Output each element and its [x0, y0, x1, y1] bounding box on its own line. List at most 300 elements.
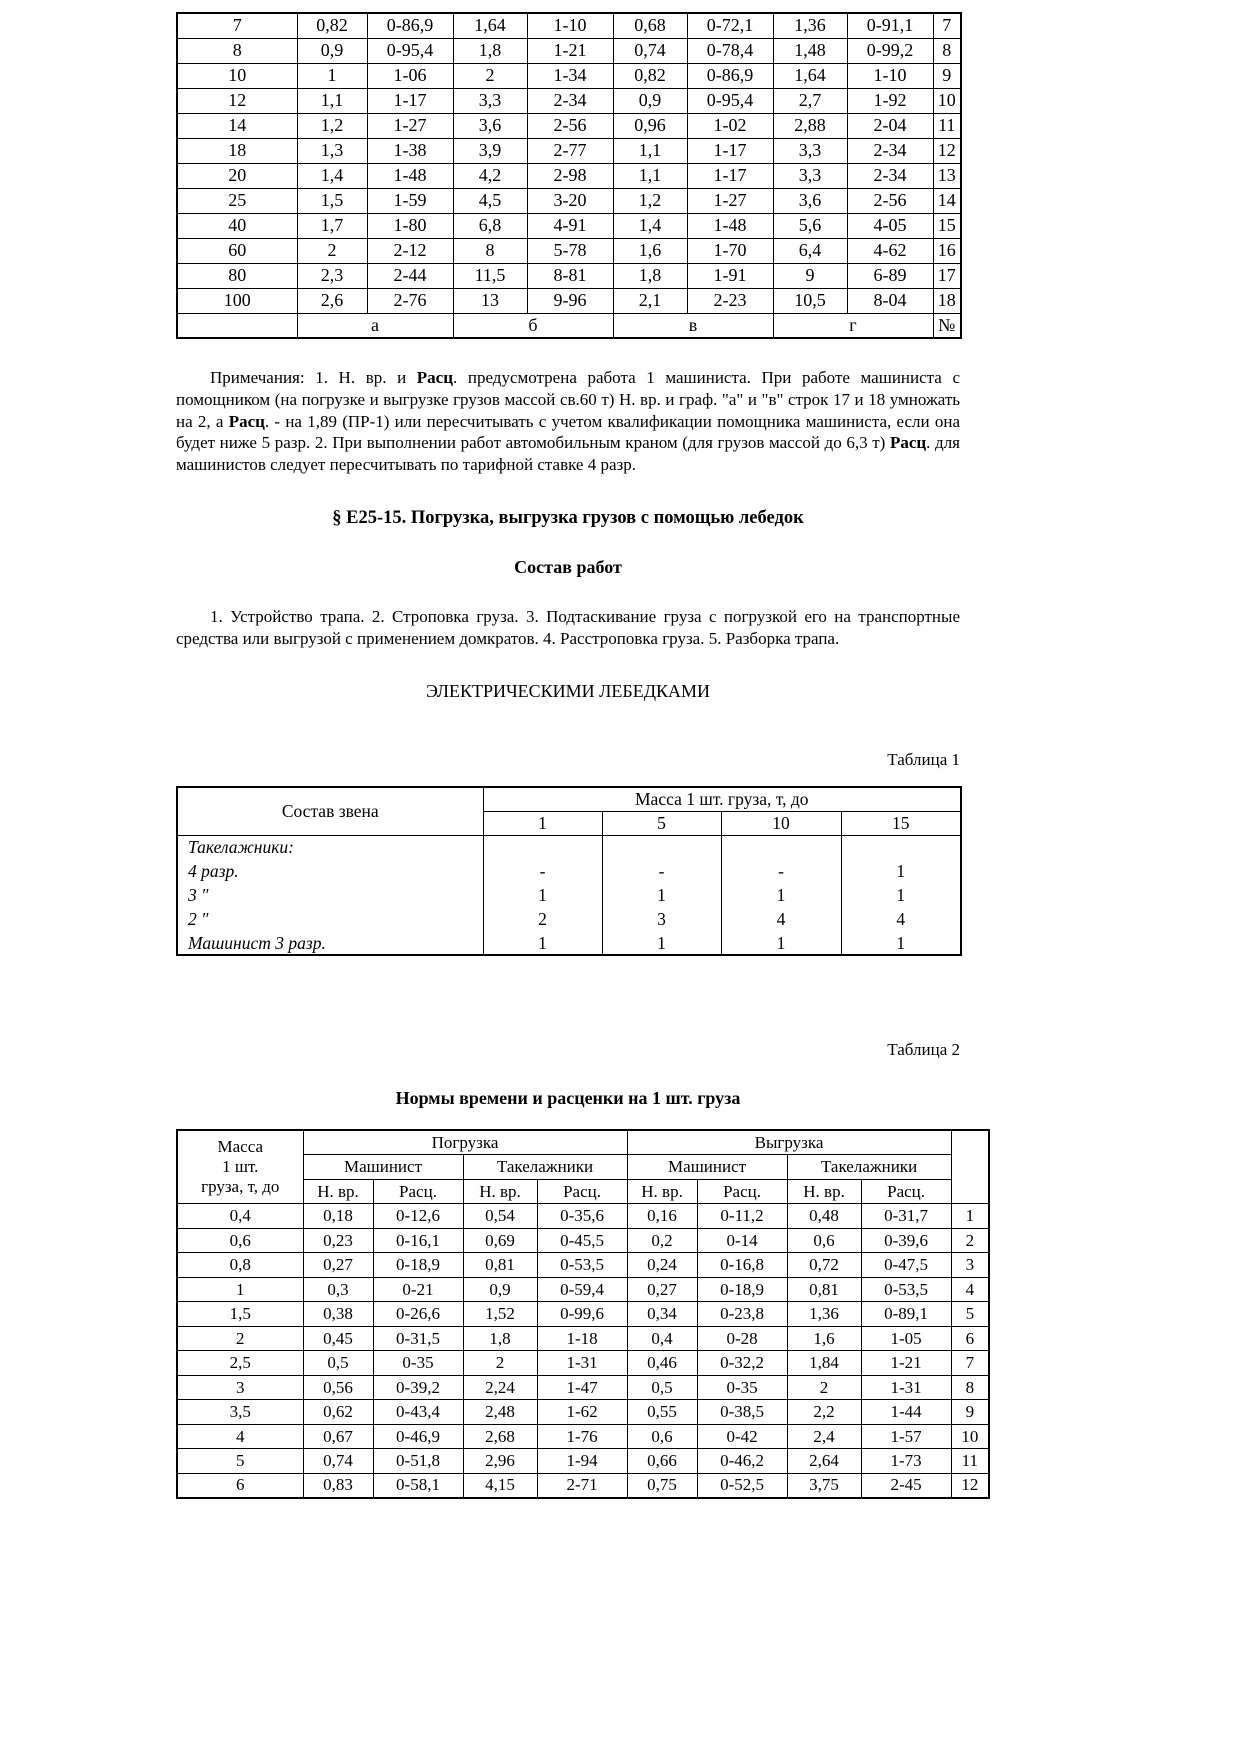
crew-count-cell: 1 — [841, 859, 961, 883]
table-cell: 8-04 — [847, 288, 933, 313]
table-cell: 0,55 — [627, 1400, 697, 1425]
table-cell: 3,3 — [773, 138, 847, 163]
table-cell: 1 — [951, 1204, 989, 1229]
crew-count-cell — [483, 835, 602, 859]
crew-count-cell: 1 — [841, 931, 961, 955]
gap-after-table1-b — [176, 1016, 960, 1040]
table-cell: 2-56 — [527, 113, 613, 138]
table-cell: 0-18,9 — [697, 1277, 787, 1302]
table-cell: 0-28 — [697, 1326, 787, 1351]
table-cell: 1-47 — [537, 1375, 627, 1400]
table-cell: 1-92 — [847, 88, 933, 113]
pt-rasc-header: Расц. — [537, 1179, 627, 1204]
table-cell: 18 — [177, 138, 297, 163]
table-cell: 0-16,1 — [373, 1228, 463, 1253]
table-cell: 1-05 — [861, 1326, 951, 1351]
table-cell: 0,45 — [303, 1326, 373, 1351]
norms-table-body — [177, 1204, 989, 1498]
vygruzka-header: Выгрузка — [627, 1130, 951, 1155]
notes-text-run: . предусмотрена работа 1 машиниста. При работе машиниста с помощником (на погрузке и выгрузке грузов массой св.60 т) Н. вр. и граф. "а" и "в" строк 17 и 18 умножать на 2, а — [176, 368, 960, 431]
table-cell: 1-27 — [687, 188, 773, 213]
table-row — [177, 288, 961, 313]
table-cell: 5 — [177, 1449, 303, 1474]
table-cell: 0-12,6 — [373, 1204, 463, 1229]
table-cell: 1-31 — [861, 1375, 951, 1400]
table-cell: 1,2 — [613, 188, 687, 213]
table-cell: 1,5 — [297, 188, 367, 213]
footer-col-b: б — [453, 313, 613, 338]
notes-text-run: . для машинистов следует пересчитывать по тарифной ставке 4 разр. — [176, 433, 961, 474]
table-cell: 2-76 — [367, 288, 453, 313]
table-cell: 0-51,8 — [373, 1449, 463, 1474]
table-cell: 12 — [177, 88, 297, 113]
table-row — [177, 1204, 989, 1229]
table-cell: 0-91,1 — [847, 13, 933, 38]
crew-count-cell: 4 — [841, 907, 961, 931]
table-cell: 1,36 — [773, 13, 847, 38]
table-row — [177, 138, 961, 163]
table-cell: 10 — [933, 88, 961, 113]
mass-value-header: 10 — [721, 811, 841, 835]
gap-after-rates — [176, 339, 960, 367]
table-cell: 2,24 — [463, 1375, 537, 1400]
table-cell: 6 — [177, 1473, 303, 1498]
table-cell: 0,68 — [613, 13, 687, 38]
table-cell: 2-12 — [367, 238, 453, 263]
table-cell: 1-10 — [527, 13, 613, 38]
table-cell: 0-86,9 — [367, 13, 453, 38]
footer-col-a: а — [297, 313, 453, 338]
table-cell: 12 — [933, 138, 961, 163]
table-cell: 0,24 — [627, 1253, 697, 1278]
mass-line-3: груза, т, до — [201, 1177, 280, 1197]
table-cell: 3-20 — [527, 188, 613, 213]
table-row — [177, 1326, 989, 1351]
table-cell: 0-58,1 — [373, 1473, 463, 1498]
pogruzka-takelazhniki-header: Такелажники — [463, 1155, 627, 1180]
table-cell: 3,3 — [453, 88, 527, 113]
table-footer-row — [177, 313, 961, 338]
table-cell: 1 — [177, 1277, 303, 1302]
crew-role-label: 4 разр. — [177, 859, 483, 883]
table-cell: 0-45,5 — [537, 1228, 627, 1253]
table-cell: 0-99,2 — [847, 38, 933, 63]
table-cell: 2,96 — [463, 1449, 537, 1474]
table-cell: 9-96 — [527, 288, 613, 313]
table-cell: 13 — [933, 163, 961, 188]
table-row — [177, 1449, 989, 1474]
table-cell: 16 — [933, 238, 961, 263]
table-cell: 1-31 — [537, 1351, 627, 1376]
table-cell: 2,68 — [463, 1424, 537, 1449]
rates-table-body — [177, 13, 961, 313]
crew-count-cell: 2 — [483, 907, 602, 931]
table-cell: 8 — [177, 38, 297, 63]
table-cell: 2-56 — [847, 188, 933, 213]
table-cell: 20 — [177, 163, 297, 188]
table-cell: 1,6 — [613, 238, 687, 263]
table-cell: 1-38 — [367, 138, 453, 163]
notes-bold-term: Расц — [889, 433, 927, 453]
table-cell: 3,6 — [773, 188, 847, 213]
table-cell: 2-98 — [527, 163, 613, 188]
table-cell: 40 — [177, 213, 297, 238]
table-cell: 1,5 — [177, 1302, 303, 1327]
table-cell: 1,64 — [453, 13, 527, 38]
notes-text-run: . - на 1,89 (ПР-1) или пересчитывать с учетом квалификации помощника машиниста, если она будет ниже 5 разр. 2. При выполнении работ автомобильным краном (для грузов массой до 6,3 т) — [176, 411, 960, 453]
table-row — [177, 1473, 989, 1498]
table-cell: 0-23,8 — [697, 1302, 787, 1327]
table-cell: 1-21 — [527, 38, 613, 63]
crew-count-cell: 4 — [721, 907, 841, 931]
table-cell: 2-71 — [537, 1473, 627, 1498]
table-cell: 0,3 — [303, 1277, 373, 1302]
table-cell: 0-53,5 — [537, 1253, 627, 1278]
table-cell: 0-46,9 — [373, 1424, 463, 1449]
table-cell: 2-45 — [861, 1473, 951, 1498]
vt-nvr-header: Н. вр. — [787, 1179, 861, 1204]
table-cell: 0-26,6 — [373, 1302, 463, 1327]
table-cell: 0,8 — [177, 1253, 303, 1278]
table-cell: 0,96 — [613, 113, 687, 138]
gap-after-section-heading — [176, 529, 960, 557]
norms-header-row-1 — [177, 1130, 989, 1155]
table-cell: 0,83 — [303, 1473, 373, 1498]
table-cell: 11 — [951, 1449, 989, 1474]
footer-blank — [177, 313, 297, 338]
table-cell: 0,6 — [177, 1228, 303, 1253]
table-cell: 0,6 — [787, 1228, 861, 1253]
table-cell: 0,23 — [303, 1228, 373, 1253]
mass-line-2: 1 шт. — [222, 1157, 259, 1177]
table-cell: 0,18 — [303, 1204, 373, 1229]
table-cell: 0,6 — [627, 1424, 697, 1449]
table-cell: 1-80 — [367, 213, 453, 238]
table-cell: 1-10 — [847, 63, 933, 88]
crew-role-label: 2 " — [177, 907, 483, 931]
table-cell: 1,36 — [787, 1302, 861, 1327]
crew-count-cell: - — [721, 859, 841, 883]
pogruzka-header: Погрузка — [303, 1130, 627, 1155]
table-cell: 12 — [951, 1473, 989, 1498]
crew-count-cell: - — [602, 859, 721, 883]
table-cell: 2 — [297, 238, 367, 263]
table-row — [177, 88, 961, 113]
table-cell: 0,4 — [627, 1326, 697, 1351]
table-cell: 0,4 — [177, 1204, 303, 1229]
table-cell: 1,6 — [787, 1326, 861, 1351]
table-cell: 0,38 — [303, 1302, 373, 1327]
table-cell: 2,5 — [177, 1351, 303, 1376]
table-cell: 4,2 — [453, 163, 527, 188]
table-cell: 3,3 — [773, 163, 847, 188]
crew-count-cell: 1 — [721, 931, 841, 955]
table-cell: 2,4 — [787, 1424, 861, 1449]
table-cell: 1,4 — [297, 163, 367, 188]
table-row — [177, 1400, 989, 1425]
document-page — [176, 0, 979, 1499]
table-cell: 0-86,9 — [687, 63, 773, 88]
table-cell: 0-89,1 — [861, 1302, 951, 1327]
table-cell: 0,56 — [303, 1375, 373, 1400]
crew-header-row-1 — [177, 787, 961, 811]
table-cell: 1,52 — [463, 1302, 537, 1327]
gap-before-section — [176, 476, 960, 508]
table-cell: 9 — [951, 1400, 989, 1425]
table-cell: 0,9 — [297, 38, 367, 63]
table-cell: 0,54 — [463, 1204, 537, 1229]
table-cell: 0,72 — [787, 1253, 861, 1278]
table-cell: 1,2 — [297, 113, 367, 138]
table-cell: 1-91 — [687, 263, 773, 288]
table-cell: 1,8 — [453, 38, 527, 63]
table-cell: 0,46 — [627, 1351, 697, 1376]
table-cell: 2,3 — [297, 263, 367, 288]
table-cell: 10,5 — [773, 288, 847, 313]
table-cell: 2,64 — [787, 1449, 861, 1474]
table-cell: 1-21 — [861, 1351, 951, 1376]
vygruzka-mashinist-header: Машинист — [627, 1155, 787, 1180]
table-cell: 80 — [177, 263, 297, 288]
norms-and-rates-table — [176, 1129, 990, 1499]
table-cell: 0-39,6 — [861, 1228, 951, 1253]
pogruzka-mashinist-header: Машинист — [303, 1155, 463, 1180]
table-cell: 0,16 — [627, 1204, 697, 1229]
gap-after-table1-label — [176, 770, 960, 786]
table-cell: 1-44 — [861, 1400, 951, 1425]
table-cell: 0,9 — [613, 88, 687, 113]
table-cell: 1,7 — [297, 213, 367, 238]
table-cell: 0-43,4 — [373, 1400, 463, 1425]
table-cell: 14 — [177, 113, 297, 138]
table-cell: 1-18 — [537, 1326, 627, 1351]
table-cell: 0-42 — [697, 1424, 787, 1449]
table-cell: 3,9 — [453, 138, 527, 163]
notes-text-run: Примечания: 1. Н. вр. и — [210, 368, 417, 387]
table-cell: 11 — [933, 113, 961, 138]
table-cell: 100 — [177, 288, 297, 313]
method-heading: ЭЛЕКТРИЧЕСКИМИ ЛЕБЕДКАМИ — [426, 681, 710, 702]
table-cell: 2,88 — [773, 113, 847, 138]
table-cell: 0,74 — [613, 38, 687, 63]
top-spacer — [176, 0, 960, 12]
notes-bold-term: Расц — [228, 411, 265, 431]
table-cell: 1-62 — [537, 1400, 627, 1425]
table-row — [177, 1424, 989, 1449]
table-cell: 0,75 — [627, 1473, 697, 1498]
table-row — [177, 1351, 989, 1376]
table-cell: 0-95,4 — [687, 88, 773, 113]
table-cell: 1,48 — [773, 38, 847, 63]
table-cell: 0-35 — [697, 1375, 787, 1400]
table-cell: 5-78 — [527, 238, 613, 263]
table-cell: 0-18,9 — [373, 1253, 463, 1278]
crew-role-label: 3 " — [177, 883, 483, 907]
table-row — [177, 931, 961, 955]
norms-table-head — [177, 1130, 989, 1204]
table-row — [177, 238, 961, 263]
table-cell: 1-17 — [367, 88, 453, 113]
table-row — [177, 1228, 989, 1253]
vygruzka-takelazhniki-header: Такелажники — [787, 1155, 951, 1180]
table-cell: 1,1 — [613, 163, 687, 188]
table-cell: 0,69 — [463, 1228, 537, 1253]
table-cell: 11,5 — [453, 263, 527, 288]
table-cell: 1-48 — [367, 163, 453, 188]
table-cell: 1-34 — [527, 63, 613, 88]
table-cell: 2 — [463, 1351, 537, 1376]
table-cell: 0-99,6 — [537, 1302, 627, 1327]
mass-value-header: 1 — [483, 811, 602, 835]
table-cell: 4 — [951, 1277, 989, 1302]
vt-rasc-header: Расц. — [861, 1179, 951, 1204]
table-cell: 8 — [951, 1375, 989, 1400]
crew-role-label: Машинист 3 разр. — [177, 931, 483, 955]
gap-before-table1-label — [176, 702, 960, 750]
table-cell: 2-34 — [847, 163, 933, 188]
pm-rasc-header: Расц. — [373, 1179, 463, 1204]
table-row — [177, 38, 961, 63]
table-cell: 1,8 — [613, 263, 687, 288]
table-cell: 2-23 — [687, 288, 773, 313]
gap-before-table2 — [176, 1109, 960, 1129]
table-cell: 1,1 — [613, 138, 687, 163]
table-cell: 0,82 — [613, 63, 687, 88]
table-cell: 3 — [177, 1375, 303, 1400]
table-cell: 3,5 — [177, 1400, 303, 1425]
table-cell: 1-06 — [367, 63, 453, 88]
table-cell: 10 — [951, 1424, 989, 1449]
mass-header-cell: Масса 1 шт. груза, т, до — [483, 787, 961, 811]
table-cell: 15 — [933, 213, 961, 238]
norms-rownum-header — [951, 1130, 989, 1204]
table-cell: 0-95,4 — [367, 38, 453, 63]
table-cell: 0-14 — [697, 1228, 787, 1253]
table-cell: 0,34 — [627, 1302, 697, 1327]
table-cell: 5 — [951, 1302, 989, 1327]
table-cell: 0,74 — [303, 1449, 373, 1474]
table-row — [177, 1375, 989, 1400]
crew-count-cell: 1 — [483, 931, 602, 955]
notes-bold-term: Расц — [416, 368, 454, 387]
table-cell: 6-89 — [847, 263, 933, 288]
table-cell: 0-21 — [373, 1277, 463, 1302]
table2-title: Нормы времени и расценки на 1 шт. груза — [395, 1088, 741, 1109]
table-cell: 1-73 — [861, 1449, 951, 1474]
table-cell: 1-57 — [861, 1424, 951, 1449]
table-cell: 1 — [297, 63, 367, 88]
table-cell: 0-59,4 — [537, 1277, 627, 1302]
section-heading: § Е25-15. Погрузка, выгрузка грузов с помощью лебедок — [332, 507, 804, 528]
table-cell: 6,8 — [453, 213, 527, 238]
table-cell: 0,9 — [463, 1277, 537, 1302]
table-cell: 0,66 — [627, 1449, 697, 1474]
table-row — [177, 1277, 989, 1302]
table-cell: 2 — [951, 1228, 989, 1253]
table-cell: 1-17 — [687, 138, 773, 163]
table-row — [177, 13, 961, 38]
table-row — [177, 188, 961, 213]
table-row — [177, 859, 961, 883]
table-row — [177, 213, 961, 238]
table-cell: 7 — [951, 1351, 989, 1376]
vm-nvr-header: Н. вр. — [627, 1179, 697, 1204]
table-cell: 1,3 — [297, 138, 367, 163]
table-row — [177, 63, 961, 88]
table-cell: 4,5 — [453, 188, 527, 213]
table-cell: 13 — [453, 288, 527, 313]
table-cell: 0,27 — [303, 1253, 373, 1278]
rates-table-continued — [176, 12, 962, 339]
table1-label: Таблица 1 — [887, 750, 960, 770]
table-cell: 0-47,5 — [861, 1253, 951, 1278]
table-cell: 14 — [933, 188, 961, 213]
table-cell: 10 — [177, 63, 297, 88]
table-cell: 8 — [453, 238, 527, 263]
table-cell: 1,8 — [463, 1326, 537, 1351]
table-cell: 1,84 — [787, 1351, 861, 1376]
crew-count-cell: 1 — [841, 883, 961, 907]
table-cell: 6,4 — [773, 238, 847, 263]
table-cell: 0-35 — [373, 1351, 463, 1376]
table-cell: 0,5 — [303, 1351, 373, 1376]
crew-count-cell — [602, 835, 721, 859]
table-row — [177, 835, 961, 859]
table-row — [177, 113, 961, 138]
table-cell: 3 — [951, 1253, 989, 1278]
table-cell: 0-11,2 — [697, 1204, 787, 1229]
table-cell: 9 — [933, 63, 961, 88]
table-row — [177, 907, 961, 931]
table-cell: 2,7 — [773, 88, 847, 113]
table-cell: 5,6 — [773, 213, 847, 238]
table-cell: 2-34 — [527, 88, 613, 113]
table-cell: 1-48 — [687, 213, 773, 238]
table-row — [177, 883, 961, 907]
crew-count-cell: - — [483, 859, 602, 883]
footer-col-g: г — [773, 313, 933, 338]
table-cell: 2 — [177, 1326, 303, 1351]
gap-before-method — [176, 649, 960, 681]
gap-after-subheading — [176, 578, 960, 606]
table-cell: 4-62 — [847, 238, 933, 263]
norms-mass-header — [177, 1130, 303, 1204]
table-cell: 0-31,5 — [373, 1326, 463, 1351]
vm-rasc-header: Расц. — [697, 1179, 787, 1204]
table-cell: 0-72,1 — [687, 13, 773, 38]
table-cell: 0-53,5 — [861, 1277, 951, 1302]
gap-after-table1 — [176, 956, 960, 1016]
notes-paragraph — [176, 367, 960, 476]
table-cell: 0-32,2 — [697, 1351, 787, 1376]
rates-table-footer — [177, 313, 961, 338]
table-cell: 1,1 — [297, 88, 367, 113]
table-cell: 0-16,8 — [697, 1253, 787, 1278]
crew-role-label: Такелажники: — [177, 835, 483, 859]
works-composition-text: 1. Устройство трапа. 2. Строповка груза. 3. Подтаскивание груза с погрузкой его на транспортные средства или выгрузой с применением домкратов. 4. Расстроповка груза. 5. Разборка трапа. — [176, 606, 960, 648]
table-cell: 6 — [951, 1326, 989, 1351]
mass-value-header: 15 — [841, 811, 961, 835]
mass-line-1: Масса — [217, 1137, 263, 1157]
table-cell: 7 — [933, 13, 961, 38]
table-cell: 0,81 — [787, 1277, 861, 1302]
table-cell: 9 — [773, 263, 847, 288]
crew-header-cell: Состав звена — [177, 787, 483, 835]
table-cell: 4-05 — [847, 213, 933, 238]
table-cell: 1-17 — [687, 163, 773, 188]
table-cell: 3,75 — [787, 1473, 861, 1498]
table-cell: 0,82 — [297, 13, 367, 38]
